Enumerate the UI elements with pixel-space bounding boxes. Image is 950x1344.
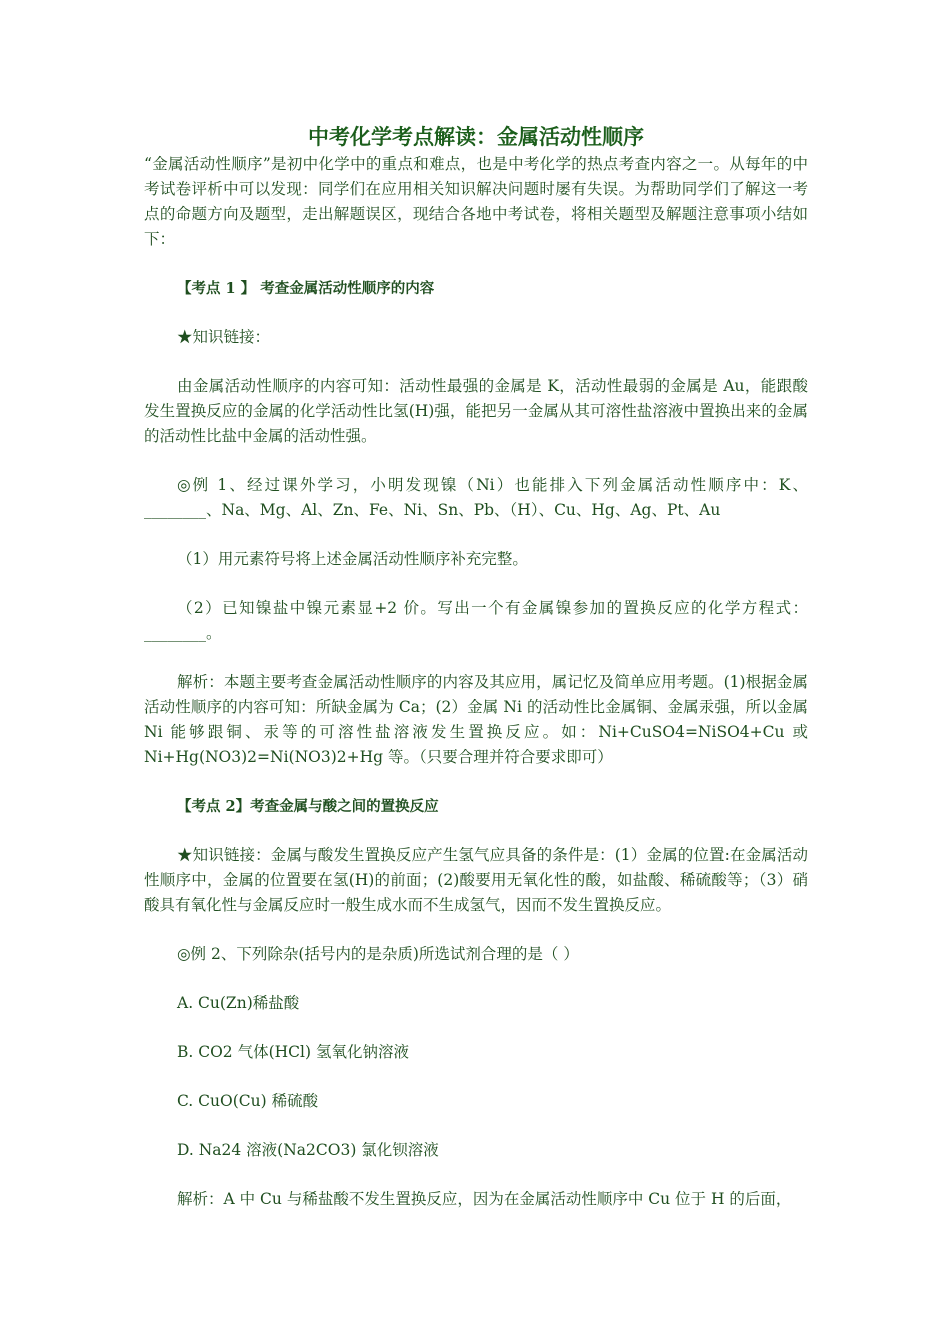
section-1-link-label: ★知识链接： [177,328,271,346]
example-2-analysis: 解析：A 中 Cu 与稀盐酸不发生置换反应，因为在金属活动性顺序中 Cu 位于 H 的后面， [177,1190,792,1208]
page-title: 中考化学考点解读：金属活动性顺序 [308,124,644,149]
section-2-heading: 【考点 2】考查金属与酸之间的置换反应 [177,798,439,815]
example-1-question-2: （2）已知镍盐中镍元素显+2 价。写出一个有金属镍参加的置换反应的化学方程式：________。 [144,599,808,642]
option-b: B. CO2 气体(HCl) 氢氧化钠溶液 [177,1043,409,1061]
intro-paragraph: “金属活动性顺序”是初中化学中的重点和难点，也是中考化学的热点考查内容之一。从每年的中考试卷评析中可以发现：同学们在应用相关知识解决问题时屡有失误。为帮助同学们了解这一考点的命题方向及题型，走出解题误区，现结合各地中考试卷，将相关题型及解题注意事项小结如下： [144,155,808,248]
example-1: ◎例 1、经过课外学习，小明发现镍（Ni）也能排入下列金属活动性顺序中：K、________、Na、Mg、Al、Zn、Fe、Ni、Sn、Pb、（H）、Cu、Hg、Ag、Pt、Au [144,476,808,519]
option-d: D. Na24 溶液(Na2CO3) 氯化钡溶液 [177,1141,439,1159]
example-2: ◎例 2、下列除杂(括号内的是杂质)所选试剂合理的是（ ） [177,945,579,963]
section-2-knowledge: ★知识链接：金属与酸发生置换反应产生氢气应具备的条件是：(1）金属的位置:在金属活动性顺序中，金属的位置要在氢(H)的前面；(2)酸要用无氧化性的酸，如盐酸、稀硫酸等；（3）硝酸具有氧化性与金属反应时一般生成水而不生成氢气，因而不发生置换反应。 [144,846,808,914]
document-page [144,120,808,1212]
section-1-heading: 【考点 1 】 考查金属活动性顺序的内容 [177,280,435,297]
section-1-knowledge: 由金属活动性顺序的内容可知：活动性最强的金属是 K，活动性最弱的金属是 Au，能跟酸发生置换反应的金属的化学活动性比氢(H)强，能把另一金属从其可溶性盐溶液中置换出来的金属的活动性比盐中金属的活动性强。 [144,377,808,445]
option-a: A. Cu(Zn)稀盐酸 [177,994,300,1012]
example-1-question-1: （1）用元素符号将上述金属活动性顺序补充完整。 [177,550,528,568]
example-1-analysis: 解析：本题主要考查金属活动性顺序的内容及其应用，属记忆及简单应用考题。(1)根据金属活动性顺序的内容可知：所缺金属为 Ca；(2）金属 Ni 的活动性比金属铜、金属汞强，所以金属 Ni 能够跟铜、汞等的可溶性盐溶液发生置换反应。如：Ni+CuSO4=NiSO4+Cu 或 Ni+Hg(NO3)2=Ni(NO3)2+Hg 等。（只要合理并符合要求即可） [144,673,808,766]
option-c: C. CuO(Cu) 稀硫酸 [177,1092,319,1110]
